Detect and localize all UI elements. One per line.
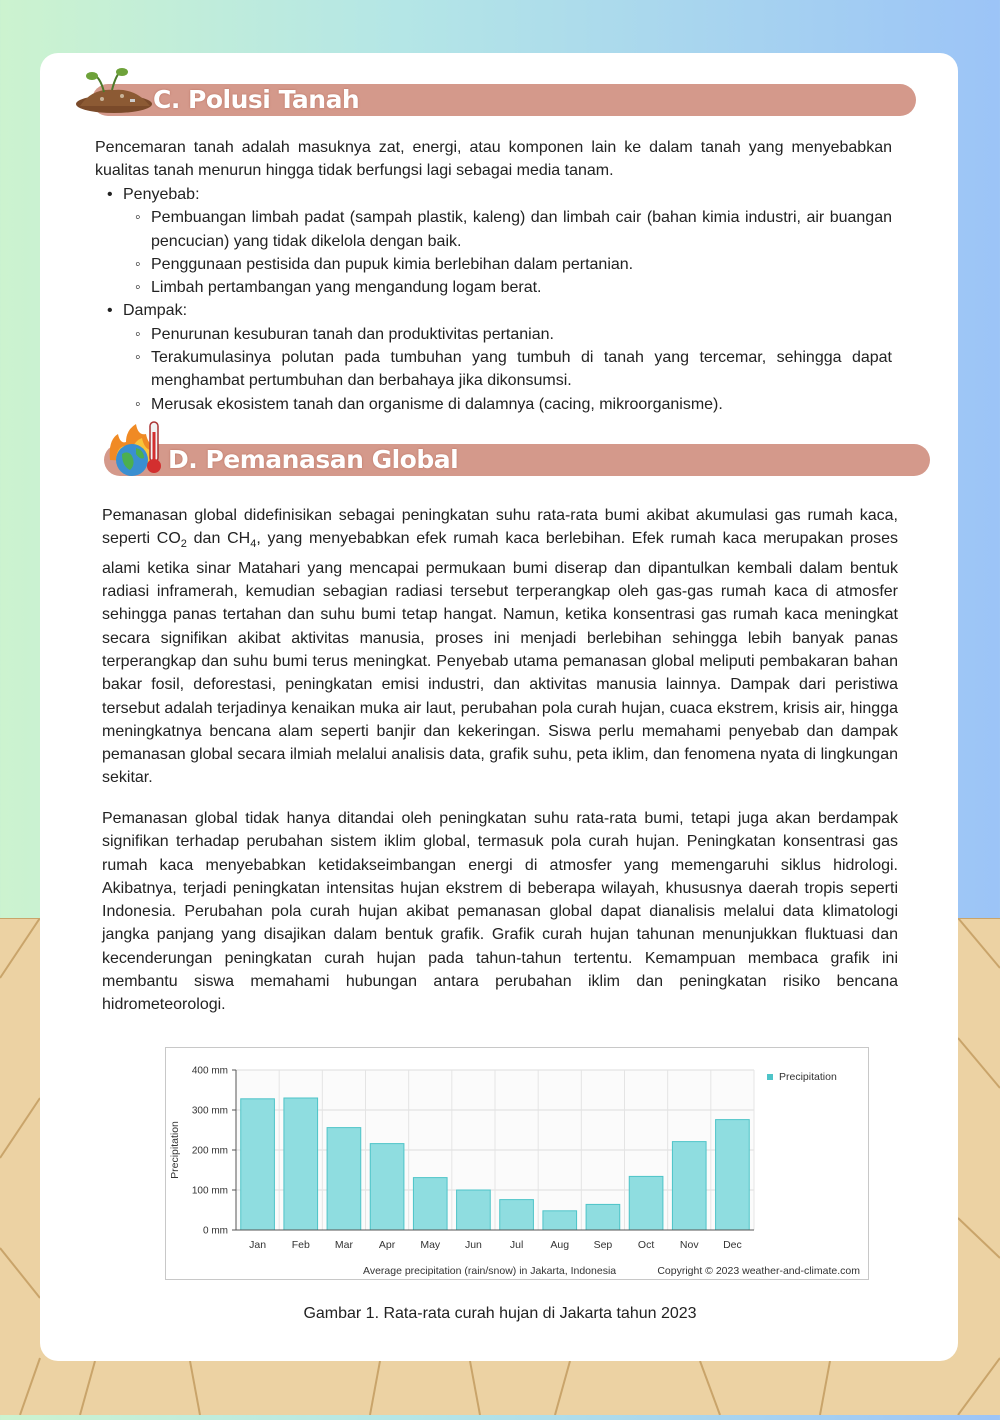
x-tick-label: Nov (679, 1239, 699, 1251)
x-tick-label: May (420, 1239, 441, 1251)
x-tick-label: Dec (723, 1239, 742, 1251)
y-tick-label: 300 mm (191, 1105, 228, 1117)
cause-item: ◦ Limbah pertambangan yang mengandung logam berat. (95, 276, 892, 299)
precipitation-chart (165, 1047, 869, 1280)
cause-item: ◦ Pembuangan limbah padat (sampah plastik, kaleng) dan limbah cair (bahan kimia industri, air buangan pencucian) yang tidak dikelola dengan baik. (95, 206, 892, 253)
bar-jul (500, 1200, 534, 1230)
section-d-paragraph-1: Pemanasan global didefinisikan sebagai peningkatan suhu rata-rata bumi akibat akumulasi gas rumah kaca, seperti $CO_2$ dan $CH_4$, yang menyebabkan efek rumah kaca berlebihan. Efek rumah kaca merupakan proses alami ketika sinar Matahari yang mencapai permukaan bumi diserap dan dipantulkan kembali dalam bentuk radiasi inframerah, kemudian sebagian radiasi tersebut terperangkap oleh gas-gas rumah kaca di atmosfer sehingga panas tertahan dan suhu bumi tetap hangat. Namun, ketika konsentrasi gas rumah kaca meningkat secara signifikan akibat aktivitas manusia, proses ini menjadi berlebihan sehingga lebih banyak panas terperangkap dan suhu bumi terus meningkat. Penyebab utama pemanasan global meliputi pembakaran bahan bakar fosil, deforestasi, peningkatan emisi industri, dan aktivitas manusia lainnya. Dampak dari peristiwa tersebut adalah terjadinya kenaikan muka air laut, perubahan pola curah hujan, cuaca ekstrem, krisis air, hingga meningkatnya bencana alam seperti banjir dan kekeringan. Siswa perlu memahami penyebab dan dampak pemanasan global secara ilmiah melalui analisis data, grafik suhu, peta iklim, dan fenomena nyata di lingkungan sekitar. (102, 507, 899, 787)
x-tick-label: Feb (291, 1239, 310, 1251)
bar-jun (457, 1190, 491, 1230)
cause-item: ◦ Penggunaan pestisida dan pupuk kimia berlebihan dalam pertanian. (95, 253, 892, 276)
bar-aug (543, 1211, 577, 1230)
y-tick-label: 200 mm (191, 1145, 228, 1157)
section-c-list (95, 183, 892, 416)
x-tick-label: Oct (637, 1239, 655, 1251)
figure-caption: Gambar 1. Rata-rata curah hujan di Jakarta tahun 2023 (303, 1305, 697, 1322)
bar-jan (241, 1099, 275, 1230)
x-tick-label: Aug (550, 1239, 570, 1251)
y-axis-label: Precipitation (169, 1121, 181, 1179)
section-c-intro: Pencemaran tanah adalah masuknya zat, energi, atau komponen lain ke dalam tanah yang menyebabkan kualitas tanah menurun hingga tidak berfungsi lagi sebagai media tanam. (95, 139, 892, 180)
bar-oct (629, 1176, 663, 1230)
bar-apr (370, 1144, 404, 1230)
y-tick-label: 0 mm (203, 1225, 228, 1237)
bar-may (413, 1178, 447, 1230)
x-tick-label: Jan (249, 1239, 267, 1251)
y-tick-label: 400 mm (191, 1065, 228, 1077)
soil-pollution-icon (72, 66, 154, 114)
x-tick-label: Jul (509, 1239, 524, 1251)
legend-label: Precipitation (779, 1071, 837, 1083)
bar-mar (327, 1128, 361, 1230)
y-tick-label: 100 mm (191, 1185, 228, 1197)
section-c-title: C. Polusi Tanah (153, 85, 360, 114)
effect-item: ◦ Penurunan kesuburan tanah dan produktivitas pertanian. (95, 323, 892, 346)
x-tick-label: Mar (334, 1239, 353, 1251)
causes-label: • Penyebab: (95, 183, 892, 206)
legend-swatch (767, 1074, 773, 1080)
effect-item: ◦ Terakumulasinya polutan pada tumbuhan yang tumbuh di tanah yang tercemar, sehingga dapat menghambat pertumbuhan dan berbahaya jika dikonsumsi. (95, 346, 892, 393)
chart-copyright: Copyright © 2023 weather-and-climate.com (657, 1265, 860, 1277)
section-d-title: D. Pemanasan Global (168, 445, 459, 474)
bar-nov (672, 1142, 706, 1230)
bar-feb (284, 1098, 318, 1230)
x-tick-label: Apr (378, 1239, 396, 1251)
x-tick-label: Sep (593, 1239, 613, 1251)
section-d-paragraph-2: Pemanasan global tidak hanya ditandai oleh peningkatan suhu rata-rata bumi, tetapi juga akan berdampak signifikan terhadap perubahan sistem iklim global, termasuk pola curah hujan. Peningkatan konsentrasi gas rumah kaca menyebabkan ketidakseimbangan energi di atmosfer yang memengaruhi siklus hidrologi. Akibatnya, terjadi peningkatan intensitas hujan ekstrem di beberapa wilayah, khususnya daerah tropis seperti Indonesia. Perubahan pola curah hujan akibat pemanasan global dapat dianalisis melalui data klimatologi jangka panjang yang disajikan dalam bentuk grafik. Grafik curah hujan tahunan menunjukkan fluktuasi dan kecenderungan peningkatan curah hujan pada tahun-tahun tertentu. Kemampuan membaca grafik ini membantu siswa memahami hubungan antara perubahan iklim dan peningkatan risiko bencana hidrometeorologi. (102, 810, 898, 1014)
x-tick-label: Jun (464, 1239, 482, 1251)
global-warming-icon (104, 420, 172, 478)
bar-dec (716, 1120, 750, 1230)
effects-label: • Dampak: (95, 299, 892, 322)
effect-item: ◦ Merusak ekosistem tanah dan organisme di dalamnya (cacing, mikroorganisme). (95, 393, 892, 416)
chart-source-note: Average precipitation (rain/snow) in Jakarta, Indonesia (363, 1265, 617, 1277)
bar-sep (586, 1204, 620, 1230)
chart-svg (166, 1048, 868, 1279)
